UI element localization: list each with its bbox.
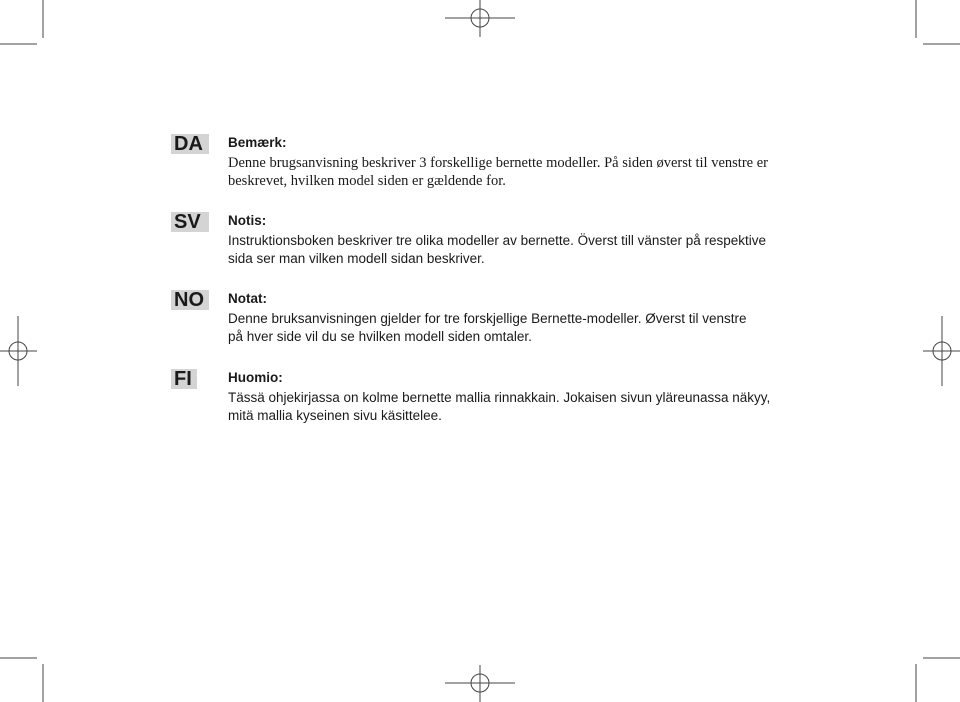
section-heading: Huomio:: [228, 370, 283, 385]
section-text: Instruktionsboken beskriver tre olika modeller av bernette. Överst till vänster på respektive sida ser man vilken modell sidan beskriver.: [228, 233, 766, 266]
section-heading: Notat:: [228, 291, 267, 306]
section-text: Denne bruksanvisningen gjelder for tre forskjellige Bernette-modeller. Øverst til venstre på hver side vil du se hvilken modell siden omtaler.: [228, 311, 747, 344]
section-content: [228, 290, 788, 346]
language-badge: FI: [171, 369, 197, 389]
section-text: Denne brugsanvisning beskriver 3 forskellige bernette modeller. På siden øverst til venstre er beskrevet, hvilken model siden er gældende for.: [228, 155, 768, 189]
section-content: [228, 369, 788, 425]
section-text: Tässä ohjekirjassa on kolme bernette mallia rinnakkain. Jokaisen sivun yläreunassa näkyy, mitä mallia kyseinen sivu käsittelee.: [228, 390, 771, 423]
language-badge: DA: [171, 134, 209, 154]
language-badge: SV: [171, 212, 209, 232]
section-heading: Notis:: [228, 213, 267, 228]
language-badge: NO: [171, 290, 209, 310]
section-content: [228, 134, 788, 190]
section-heading: Bemærk:: [228, 135, 287, 150]
section-content: [228, 212, 788, 268]
